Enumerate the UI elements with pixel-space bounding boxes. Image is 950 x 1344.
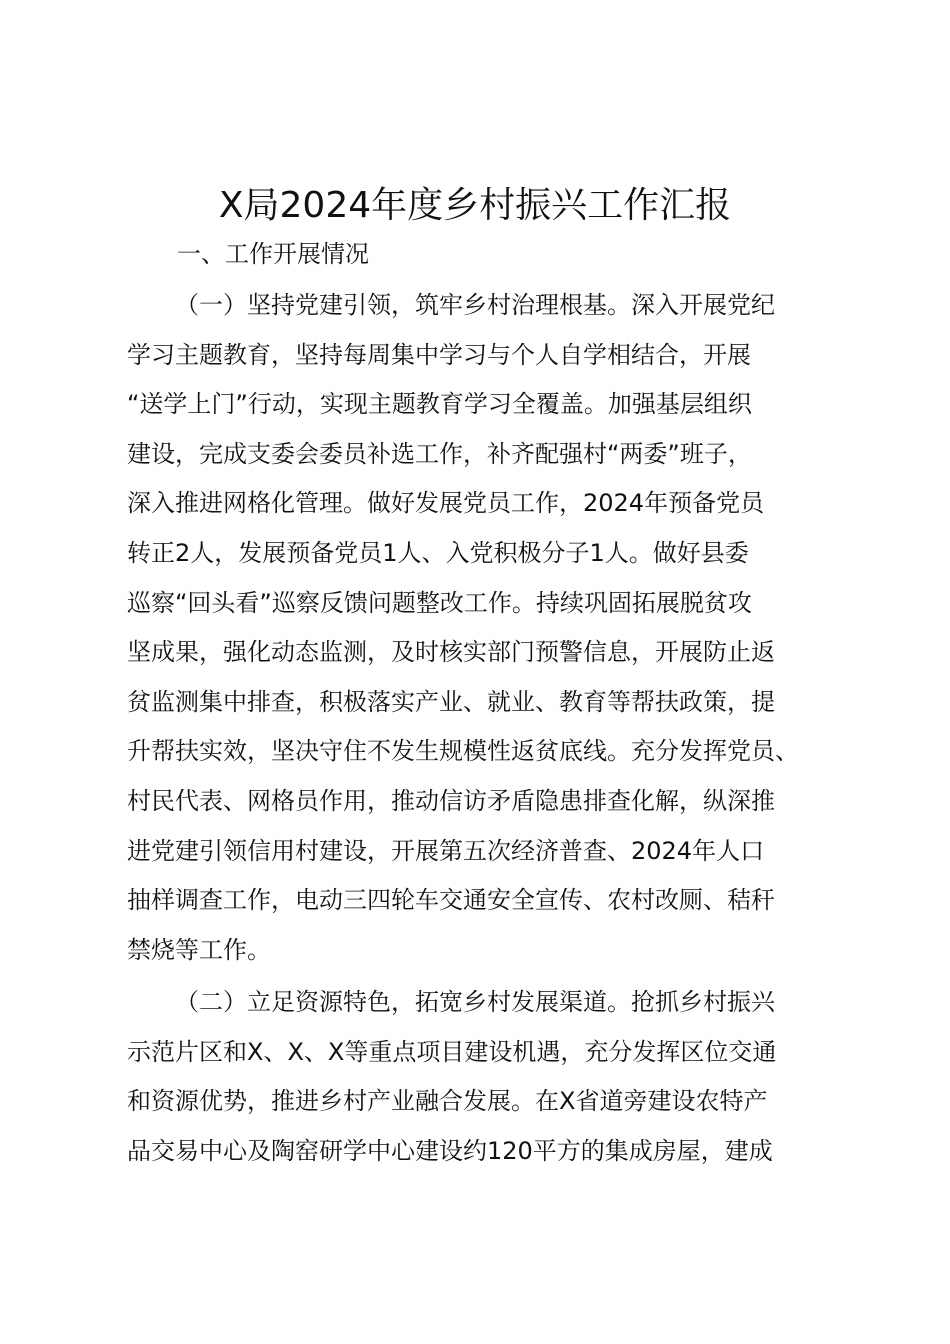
document-title: X局2024年度乡村振兴工作汇报 <box>218 185 732 226</box>
paragraph-line: 深入推进网格化管理。做好发展党员工作，2024年预备党员 <box>127 489 765 518</box>
paragraph-line: “送学上门”行动，实现主题教育学习全覆盖。加强基层组织 <box>127 390 752 419</box>
paragraph-line: 贫监测集中排查，积极落实产业、就业、教育等帮扶政策，提 <box>127 687 775 716</box>
paragraph-line: 村民代表、网格员作用，推动信访矛盾隐患排查化解，纵深推 <box>127 786 775 815</box>
paragraph-line: 和资源优势，推进乡村产业融合发展。在X省道旁建设农特产 <box>127 1087 768 1116</box>
paragraph-line: 建设，完成支委会委员补选工作，补齐配强村“两委”班子， <box>127 439 752 468</box>
section-heading: 一、工作开展情况 <box>177 240 369 268</box>
paragraph-line: （二）立足资源特色，拓宽乡村发展渠道。抢抓乡村振兴 <box>175 988 775 1016</box>
paragraph-1 <box>127 281 857 975</box>
paragraph-line: 坚成果，强化动态监测，及时核实部门预警信息，开展防止返 <box>127 638 775 667</box>
paragraph-line: 抽样调查工作，电动三四轮车交通安全宣传、农村改厕、秸秆 <box>127 886 775 915</box>
paragraph-line: 进党建引领信用村建设，开展第五次经济普查、2024年人口 <box>127 836 765 865</box>
paragraph-line: 巡察“回头看”巡察反馈问题整改工作。持续巩固拓展脱贫攻 <box>127 588 752 617</box>
paragraph-line: 示范片区和X、X、X等重点项目建设机遇，充分发挥区位交通 <box>127 1037 777 1066</box>
paragraph-line: （一）坚持党建引领，筑牢乡村治理根基。深入开展党纪 <box>175 291 775 319</box>
paragraph-2 <box>127 978 857 1176</box>
paragraph-line: 转正2人，发展预备党员1人、入党积极分子1人。做好县委 <box>127 538 749 567</box>
paragraph-line: 禁烧等工作。 <box>127 935 271 964</box>
paragraph-line: 学习主题教育，坚持每周集中学习与个人自学相结合，开展 <box>127 340 751 369</box>
paragraph-line: 品交易中心及陶窑研学中心建设约120平方的集成房屋，建成 <box>127 1136 773 1165</box>
paragraph-line: 升帮扶实效，坚决守住不发生规模性返贫底线。充分发挥党员、 <box>127 737 799 766</box>
